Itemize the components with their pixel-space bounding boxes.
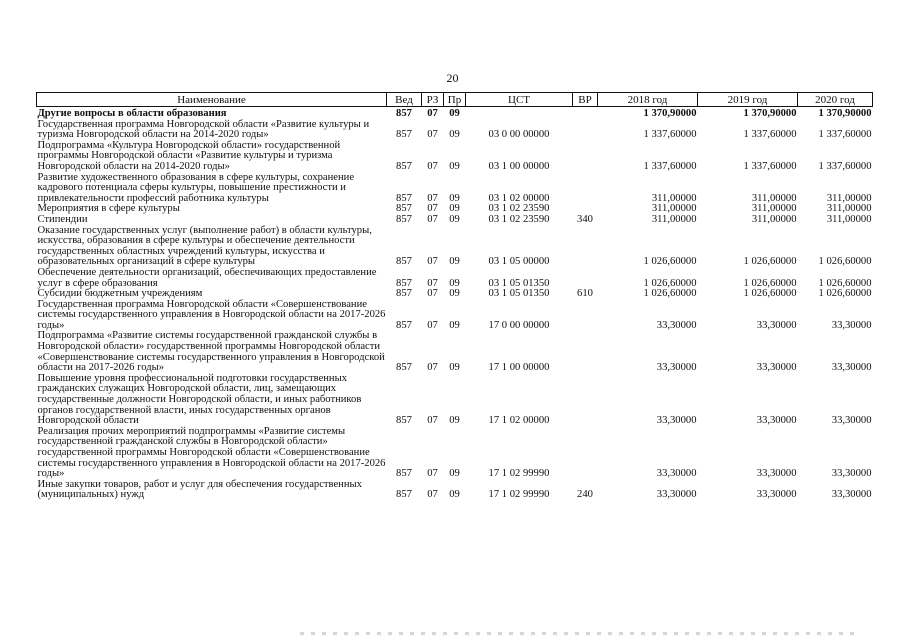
cell-pr: 09	[449, 203, 460, 215]
table-row	[37, 173, 873, 205]
cell-name: Подпрограмма «Культура Новгородской области» государственной программы Новгородской области «Развитие культуры и туризма Новгородской области на 2014-2020 годы»	[37, 139, 341, 172]
cell-ved: 857	[396, 468, 412, 480]
cell-2018: 33,30000	[656, 362, 697, 374]
cell-cst: 03 1 02 23590	[488, 213, 550, 225]
cell-cst	[466, 107, 573, 120]
cell-vr	[573, 107, 598, 120]
cell-vr	[573, 120, 598, 141]
cell-ved: 857	[396, 489, 412, 501]
cell-vr: 340	[577, 213, 593, 225]
cell-rz: 07	[427, 468, 438, 480]
cell-pr: 09	[449, 108, 460, 119]
table-row	[37, 427, 873, 480]
table-body	[37, 107, 873, 501]
cell-2020: 33,30000	[831, 362, 872, 374]
cell-2019: 33,30000	[756, 415, 797, 427]
cell-vr	[573, 141, 598, 173]
cell-name: Повышение уровня профессиональной подготовки государственных гражданских служащих Новгородской области, лиц, замещающих государственные должности Новгородской области, и иных работников органов государственной власти, иных государственных органов Новгородской области	[37, 372, 362, 427]
cell-cst: 03 1 05 00000	[488, 256, 550, 268]
column-header-name: Наименование	[37, 93, 387, 107]
table-row	[37, 226, 873, 268]
cell-rz: 07	[427, 108, 438, 119]
cell-vr	[573, 300, 598, 332]
cell-rz: 07	[427, 203, 438, 215]
cell-2018: 1 026,60000	[643, 277, 697, 289]
column-header-vr: ВР	[573, 93, 598, 107]
cell-ved: 857	[396, 203, 412, 215]
cell-vr	[573, 226, 598, 268]
cell-ved: 857	[396, 319, 412, 331]
cell-ved: 857	[396, 129, 412, 141]
cell-2020: 1 337,60000	[818, 160, 872, 172]
cell-ved: 857	[396, 213, 412, 225]
cell-rz: 07	[427, 277, 438, 289]
column-header-2018: 2018 год	[598, 93, 698, 107]
cell-vr: 610	[577, 288, 593, 300]
cell-2018: 33,30000	[656, 415, 697, 427]
table-header-row	[37, 93, 873, 107]
column-header-2019: 2019 год	[698, 93, 798, 107]
cell-rz: 07	[427, 288, 438, 300]
cell-name: Иные закупки товаров, работ и услуг для обеспечения государственных (муниципальных) нужд	[37, 478, 362, 501]
column-header-rz: РЗ	[422, 93, 444, 107]
cell-pr: 09	[449, 129, 460, 141]
table-row	[37, 141, 873, 173]
table-row	[37, 120, 873, 141]
cell-cst: 03 1 05 01350	[488, 277, 550, 289]
cell-pr: 09	[449, 160, 460, 172]
cell-rz: 07	[427, 319, 438, 331]
cell-vr	[573, 331, 598, 373]
column-header-2020: 2020 год	[798, 93, 873, 107]
cell-2020: 33,30000	[831, 489, 872, 501]
cell-name: Мероприятия в сфере культуры	[37, 203, 180, 215]
cell-name: Обеспечение деятельности организаций, обеспечивающих предоставление услуг в сфере образования	[37, 266, 377, 289]
cell-2019: 1 026,60000	[743, 256, 797, 268]
column-header-pr: Пр	[444, 93, 466, 107]
cell-2019: 1 026,60000	[743, 277, 797, 289]
cell-name: Стипендии	[37, 213, 88, 225]
cell-cst: 03 1 02 00000	[488, 192, 550, 204]
cell-ved: 857	[396, 108, 412, 119]
cell-ved: 857	[396, 415, 412, 427]
budget-table	[36, 92, 873, 501]
column-header-ved: Вед	[387, 93, 422, 107]
cell-pr: 09	[449, 277, 460, 289]
table-row	[37, 480, 873, 501]
cell-name: Подпрограмма «Развитие системы государственной гражданской службы в Новгородской области» государственной программы Новгородской области «Совершенствование системы государственного управления в Новгородской области на 2017-2026 годы»	[37, 330, 385, 374]
cell-name: Субсидии бюджетным учреждениям	[37, 288, 203, 300]
table-row	[37, 331, 873, 373]
cell-2020: 311,00000	[826, 213, 872, 225]
scan-artifact	[300, 632, 860, 635]
cell-cst: 17 1 02 99990	[488, 489, 550, 501]
cell-cst: 03 1 05 01350	[488, 288, 550, 300]
cell-2020: 1 337,60000	[818, 129, 872, 141]
cell-2019: 33,30000	[756, 319, 797, 331]
cell-ved: 857	[396, 256, 412, 268]
cell-ved: 857	[396, 288, 412, 300]
cell-rz: 07	[427, 415, 438, 427]
cell-rz: 07	[427, 362, 438, 374]
cell-2018: 1 370,90000	[643, 108, 697, 119]
cell-2019: 33,30000	[756, 362, 797, 374]
cell-2018: 311,00000	[651, 203, 697, 215]
cell-vr: 240	[577, 489, 593, 501]
cell-pr: 09	[449, 468, 460, 480]
table-row	[37, 268, 873, 289]
cell-2020: 33,30000	[831, 468, 872, 480]
table-row	[37, 107, 873, 120]
cell-ved: 857	[396, 277, 412, 289]
cell-name: Реализация прочих мероприятий подпрограммы «Развитие системы государственной гражданской службы в Новгородской области» государственной программы Новгородской области «Совершенствование системы государственного управления в Новгородской области на 2017-2026 годы»	[37, 425, 386, 480]
cell-cst: 17 1 00 00000	[488, 362, 550, 374]
cell-pr: 09	[449, 415, 460, 427]
cell-2019: 33,30000	[756, 468, 797, 480]
cell-2020: 311,00000	[826, 203, 872, 215]
cell-2018: 1 026,60000	[643, 256, 697, 268]
cell-rz: 07	[427, 213, 438, 225]
cell-2019: 1 370,90000	[743, 108, 797, 119]
cell-pr: 09	[449, 489, 460, 501]
cell-2019: 33,30000	[756, 489, 797, 501]
column-header-cst: ЦСТ	[466, 93, 573, 107]
cell-name: Оказание государственных услуг (выполнение работ) в области культуры, искусства, образования в сфере культуры и обеспечение деятельности государственных областных учреждений культуры, искусства и образовательных организаций в сфере культуры	[37, 224, 372, 268]
cell-rz: 07	[427, 160, 438, 172]
cell-pr: 09	[449, 319, 460, 331]
cell-rz: 07	[427, 129, 438, 141]
cell-2019: 1 337,60000	[743, 129, 797, 141]
cell-name: Другие вопросы в области образования	[37, 108, 227, 119]
cell-vr	[573, 268, 598, 289]
cell-pr: 09	[449, 362, 460, 374]
cell-2020: 1 026,60000	[818, 277, 872, 289]
cell-2018: 33,30000	[656, 468, 697, 480]
cell-2018: 1 337,60000	[643, 129, 697, 141]
cell-cst: 03 0 00 00000	[488, 129, 550, 141]
cell-cst: 17 1 02 99990	[488, 468, 550, 480]
cell-cst: 03 1 00 00000	[488, 160, 550, 172]
cell-rz: 07	[427, 192, 438, 204]
cell-pr: 09	[449, 192, 460, 204]
cell-2020: 1 026,60000	[818, 288, 872, 300]
cell-2018: 311,00000	[651, 213, 697, 225]
cell-2020: 1 026,60000	[818, 256, 872, 268]
cell-ved: 857	[396, 362, 412, 374]
cell-2020: 311,00000	[826, 192, 872, 204]
cell-2018: 33,30000	[656, 489, 697, 501]
table-row	[37, 215, 873, 226]
cell-cst: 03 1 02 23590	[488, 203, 550, 215]
cell-2018: 1 337,60000	[643, 160, 697, 172]
cell-2018: 33,30000	[656, 319, 697, 331]
cell-name: Развитие художественного образования в сфере культуры, сохранение кадрового потенциала сферы культуры, повышение престижности и привлекательности профессий работника культуры	[37, 171, 355, 204]
cell-2019: 311,00000	[751, 203, 797, 215]
cell-pr: 09	[449, 288, 460, 300]
cell-2018: 1 026,60000	[643, 288, 697, 300]
cell-2019: 1 337,60000	[743, 160, 797, 172]
cell-rz: 07	[427, 256, 438, 268]
cell-2020: 33,30000	[831, 319, 872, 331]
cell-ved: 857	[396, 192, 412, 204]
cell-2019: 311,00000	[751, 192, 797, 204]
cell-vr	[573, 173, 598, 205]
table-row	[37, 374, 873, 427]
cell-pr: 09	[449, 256, 460, 268]
cell-2020: 33,30000	[831, 415, 872, 427]
cell-vr	[573, 374, 598, 427]
cell-2019: 311,00000	[751, 213, 797, 225]
cell-rz: 07	[427, 489, 438, 501]
cell-2018: 311,00000	[651, 192, 697, 204]
cell-pr: 09	[449, 213, 460, 225]
cell-2020: 1 370,90000	[818, 108, 872, 119]
cell-vr	[573, 427, 598, 480]
page-number: 20	[446, 71, 459, 85]
cell-2019: 1 026,60000	[743, 288, 797, 300]
cell-name: Государственная программа Новгородской области «Совершенствование системы государственного управления в Новгородской области на 2017-2026 годы»	[37, 298, 386, 331]
table-row	[37, 300, 873, 332]
cell-cst: 17 0 00 00000	[488, 319, 550, 331]
cell-name: Государственная программа Новгородской области «Развитие культуры и туризма Новгородской области на 2014-2020 годы»	[37, 118, 370, 141]
cell-cst: 17 1 02 00000	[488, 415, 550, 427]
cell-ved: 857	[396, 160, 412, 172]
